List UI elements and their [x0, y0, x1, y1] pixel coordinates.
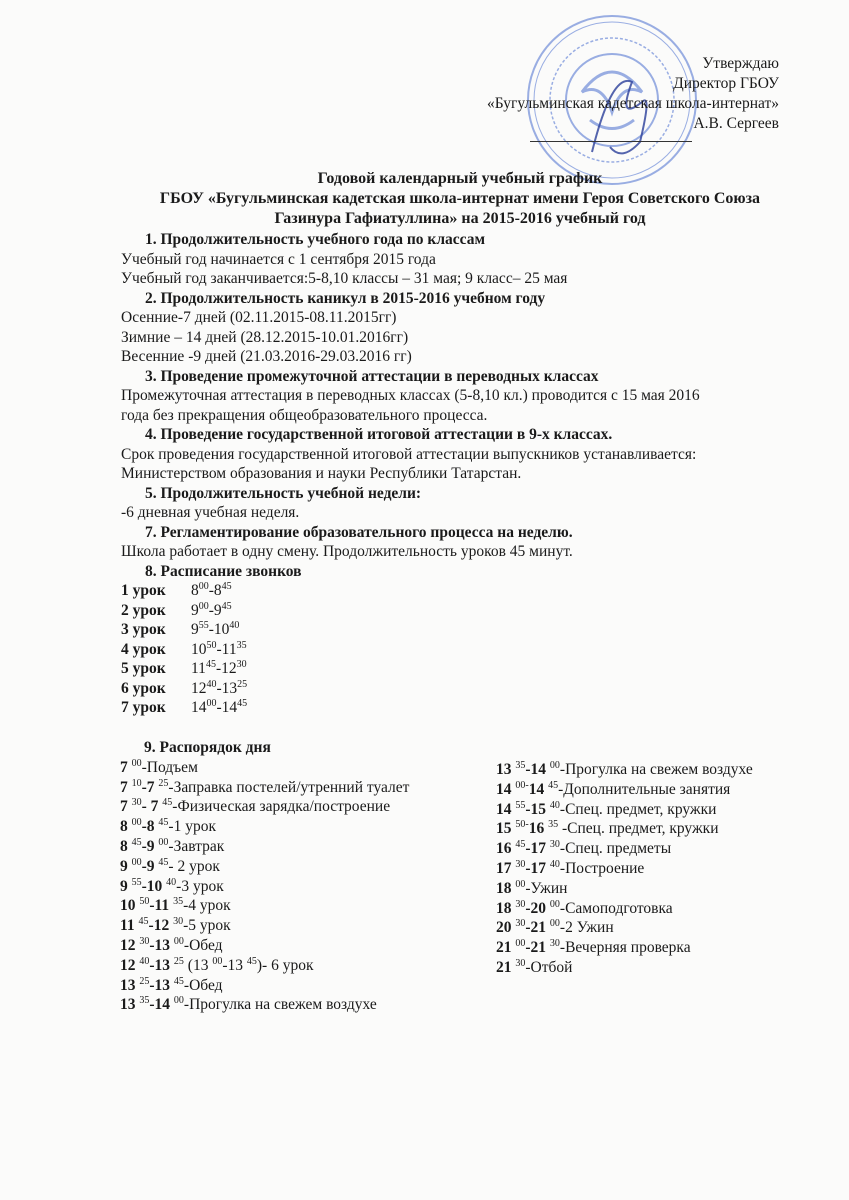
- activity-text: -1 урок: [168, 818, 216, 836]
- activity-text: -Прогулка на свежем воздухе: [183, 996, 377, 1014]
- time-hour: 9: [120, 877, 132, 895]
- section-5-heading: 5. Продолжительность учебной недели:: [145, 484, 422, 502]
- activity-text: -14: [216, 699, 238, 716]
- section-4-text: Министерством образования и науки Республики Татарстан.: [121, 465, 522, 482]
- time-hour: 20: [496, 919, 516, 937]
- time-minutes: 00: [206, 698, 217, 709]
- time-minutes: 45: [138, 916, 149, 928]
- routine-item: [496, 839, 753, 859]
- time-hour: 12: [120, 956, 140, 974]
- time-minutes: 00-: [515, 779, 529, 791]
- routine-item: [120, 817, 409, 837]
- section-1-heading: 1. Продолжительность учебного года по классам: [145, 231, 486, 248]
- time-minutes: 30: [173, 916, 184, 928]
- activity-text: -3 урок: [176, 877, 224, 895]
- title-line-1: Годовой календарный учебный график: [317, 170, 603, 187]
- bell-row: [121, 698, 700, 718]
- time-minutes: 50: [139, 896, 150, 908]
- routine-item: [120, 995, 409, 1015]
- activity-text: -Самоподготовка: [559, 899, 673, 917]
- time-hour: 15: [496, 820, 516, 838]
- activity-text: -Заправка постелей/утренний туалет: [168, 778, 410, 796]
- time-hour: -21: [525, 939, 550, 957]
- time-minutes: 35: [173, 896, 184, 908]
- time-minutes: 50-: [515, 819, 529, 831]
- time-hour: -12: [148, 917, 174, 935]
- time-hour: 8: [120, 818, 132, 836]
- section-7-heading: 7. Регламентирование образовательного процесса на неделю.: [145, 523, 573, 541]
- time-minutes: 00: [515, 878, 526, 890]
- time-minutes: 00: [212, 955, 223, 967]
- activity-text: -Спец. предмет, кружки: [559, 800, 717, 818]
- lesson-label: 5 урок: [121, 660, 166, 677]
- time-minutes: 45: [515, 839, 526, 851]
- time-hour: 9: [120, 857, 132, 875]
- routine-item: [120, 976, 409, 996]
- time-hour: 14: [528, 780, 549, 798]
- time-hour: 21: [496, 958, 516, 976]
- time-hour: 17: [496, 859, 516, 877]
- bell-row: [121, 679, 700, 699]
- lesson-label: 3 урок: [121, 621, 166, 638]
- bell-row: [121, 601, 700, 621]
- time-minutes: 25: [139, 975, 150, 987]
- activity-text: -Построение: [559, 859, 645, 877]
- section-3-heading: 3. Проведение промежуточной аттестации в переводных классах: [145, 367, 599, 385]
- time-minutes: 55: [131, 876, 142, 888]
- routine-item: [120, 857, 409, 877]
- time-hour: -14: [149, 996, 174, 1014]
- time-minutes: 45: [173, 975, 184, 987]
- routine-item: [120, 758, 409, 778]
- time-minutes: 45: [205, 659, 216, 670]
- section-7-text: Школа работает в одну смену. Продолжительность уроков 45 минут.: [121, 543, 573, 560]
- routine-item: [120, 956, 409, 976]
- section-3-text: года без прекращения общеобразовательного процесса.: [121, 406, 488, 424]
- bell-schedule: [121, 581, 700, 718]
- daily-routine-left: [120, 738, 409, 1015]
- time-minutes: 45: [131, 836, 142, 848]
- routine-item: [496, 958, 753, 978]
- time-hour: 16: [528, 820, 549, 838]
- time-minutes: 55: [515, 799, 526, 811]
- bell-row: [121, 620, 700, 640]
- approval-approve: Утверждаю: [702, 55, 779, 72]
- activity-text: -12: [215, 660, 237, 677]
- activity-text: 8: [191, 582, 199, 599]
- approval-block: [487, 54, 779, 134]
- time-minutes: 25: [237, 678, 248, 690]
- time-minutes: 30: [236, 659, 247, 670]
- time-minutes: 00: [198, 600, 209, 612]
- bell-row: [121, 640, 700, 660]
- time-minutes: 55: [198, 620, 209, 631]
- time-minutes: 00: [131, 757, 142, 769]
- time-hour: -13: [149, 956, 174, 974]
- lesson-label: 7 урок: [121, 699, 166, 716]
- section-2-text: Зимние – 14 дней (28.12.2015-10.01.2016гг): [121, 328, 409, 346]
- activity-text: -13: [216, 679, 238, 697]
- time-minutes: 25: [158, 777, 169, 789]
- routine-item: [120, 797, 409, 817]
- activity-text: -4 урок: [183, 897, 231, 915]
- activity-text: -9: [208, 601, 222, 619]
- time-hour: -9: [141, 857, 159, 875]
- routine-item: [496, 879, 753, 899]
- section-9-heading: 9. Распорядок дня: [144, 739, 271, 756]
- activity-text: 12: [191, 679, 207, 697]
- routine-item: [496, 780, 753, 800]
- time-minutes: 45: [237, 698, 248, 709]
- time-minutes: 30: [549, 839, 560, 851]
- routine-item: [120, 877, 409, 897]
- activity-text: 9: [191, 621, 199, 638]
- activity-text: )- 6 урок: [256, 956, 314, 974]
- time-hour: 13: [120, 976, 140, 994]
- time-hour: -17: [525, 859, 550, 877]
- time-minutes: 30: [515, 898, 526, 910]
- time-hour: 18: [496, 899, 516, 917]
- time-hour: 13: [120, 996, 140, 1014]
- time-hour: - 7: [141, 798, 163, 816]
- time-minutes: 00: [549, 760, 560, 771]
- activity-text: -2 Ужин: [559, 919, 614, 937]
- activity-text: -8: [208, 582, 222, 599]
- time-hour: -9: [141, 837, 159, 855]
- time-minutes: 45: [162, 797, 173, 809]
- time-minutes: 30: [131, 797, 142, 809]
- lesson-label: 1 урок: [121, 582, 166, 599]
- time-minutes: 00: [549, 918, 560, 930]
- activity-text: -Прогулка на свежем воздухе: [559, 761, 753, 778]
- activity-text: -Спец. предметы: [559, 840, 672, 858]
- section-1-text: Учебный год заканчивается:5-8,10 классы – 31 мая; 9 класс– 25 мая: [121, 270, 568, 287]
- time-minutes: 50: [206, 639, 217, 651]
- activity-text: -Дополнительные занятия: [558, 780, 731, 798]
- time-minutes: 45: [221, 600, 232, 612]
- routine-item: [120, 778, 409, 798]
- routine-item: [496, 800, 753, 820]
- section-2-text: Осенние-7 дней (02.11.2015-08.11.2015гг): [121, 309, 397, 326]
- section-2-heading: 2. Продолжительность каникул в 2015-2016 учебном году: [145, 289, 546, 307]
- activity-text: -13: [222, 956, 247, 974]
- signature-line: [530, 141, 692, 142]
- time-hour: 7: [120, 778, 132, 796]
- time-hour: -20: [525, 899, 550, 917]
- activity-text: 10: [191, 640, 207, 658]
- time-hour: -7: [141, 778, 159, 796]
- time-hour: -13: [149, 936, 174, 954]
- activity-text: (13: [183, 956, 213, 974]
- time-minutes: 40: [549, 858, 560, 870]
- time-hour: 14: [496, 800, 516, 818]
- time-minutes: 40: [206, 678, 217, 690]
- time-minutes: 00: [549, 898, 560, 910]
- time-hour: 11: [120, 917, 139, 935]
- time-minutes: 40: [139, 955, 150, 967]
- title-line-2: ГБОУ «Бугульминская кадетская школа-интернат имени Героя Советского Союза: [159, 190, 761, 207]
- time-hour: 8: [120, 837, 132, 855]
- activity-text: -11: [216, 640, 237, 658]
- time-hour: -13: [149, 976, 174, 994]
- time-hour: 13: [496, 761, 516, 778]
- time-minutes: 30: [139, 935, 150, 947]
- time-minutes: 00: [131, 817, 142, 829]
- activity-text: -10: [208, 621, 230, 638]
- time-minutes: 40: [549, 799, 560, 811]
- activity-text: 9: [191, 601, 199, 619]
- time-hour: 12: [120, 936, 140, 954]
- section-2-text: Весенние -9 дней (21.03.2016-29.03.2016 гг): [121, 348, 412, 365]
- lesson-label: 6 урок: [121, 679, 166, 697]
- time-minutes: 45: [158, 817, 169, 829]
- time-minutes: 45: [246, 955, 257, 967]
- activity-text: -Вечерняя проверка: [559, 939, 691, 957]
- daily-routine-right: [496, 760, 753, 978]
- time-hour: -17: [525, 840, 550, 858]
- time-minutes: 35: [236, 639, 247, 651]
- time-hour: 18: [496, 879, 516, 897]
- routine-item: [496, 899, 753, 919]
- activity-text: 11: [191, 660, 206, 677]
- activity-text: 14: [191, 699, 207, 716]
- activity-text: -Ужин: [525, 879, 568, 897]
- time-minutes: 10: [131, 777, 142, 789]
- time-minutes: 25: [173, 955, 184, 967]
- time-hour: 21: [496, 939, 516, 957]
- document-body: [121, 230, 700, 718]
- bell-row: [121, 581, 700, 601]
- time-hour: 10: [120, 897, 140, 915]
- activity-text: - 2 урок: [168, 857, 220, 875]
- title-line-3: Газинура Гафиатуллина» на 2015-2016 учебный год: [274, 210, 646, 227]
- time-minutes: 00: [198, 581, 209, 592]
- time-hour: -10: [141, 877, 167, 895]
- routine-item: [496, 760, 753, 780]
- time-minutes: 30: [549, 938, 560, 950]
- time-minutes: 00: [131, 856, 142, 868]
- time-hour: -11: [149, 897, 174, 915]
- approval-organization: «Бугульминская кадетская школа-интернат»: [487, 95, 779, 112]
- routine-item: [496, 819, 753, 839]
- routine-item: [496, 859, 753, 879]
- time-minutes: 45: [221, 581, 232, 592]
- time-minutes: 30: [515, 858, 526, 870]
- routine-item: [496, 918, 753, 938]
- section-4-heading: 4. Проведение государственной итоговой аттестации в 9-х классах.: [145, 426, 613, 443]
- time-hour: -21: [525, 919, 550, 937]
- time-minutes: 40: [229, 620, 240, 631]
- bell-row: [121, 659, 700, 679]
- section-5-text: -6 дневная учебная неделя.: [121, 504, 300, 521]
- time-minutes: 35: [515, 760, 526, 771]
- activity-text: -Подъем: [141, 758, 198, 776]
- time-minutes: 35: [139, 995, 150, 1007]
- lesson-label: 2 урок: [121, 601, 166, 619]
- time-minutes: 00: [173, 995, 184, 1007]
- time-hour: -8: [141, 818, 159, 836]
- routine-item: [120, 936, 409, 956]
- time-hour: -15: [525, 800, 550, 818]
- section-8-heading: 8. Расписание звонков: [145, 562, 302, 580]
- time-minutes: 40: [166, 876, 177, 888]
- time-hour: 14: [496, 780, 516, 798]
- time-hour: 7: [120, 798, 132, 816]
- routine-item: [120, 837, 409, 857]
- activity-text: -Спец. предмет, кружки: [558, 820, 719, 838]
- time-minutes: 00: [173, 935, 184, 947]
- activity-text: -Физическая зарядка/построение: [172, 798, 391, 816]
- document-title: [0, 169, 849, 229]
- time-hour: 16: [496, 840, 516, 858]
- routine-item: [120, 916, 409, 936]
- time-minutes: 35: [548, 819, 559, 831]
- approval-position: Директор ГБОУ: [673, 75, 779, 92]
- activity-text: -Завтрак: [168, 837, 225, 855]
- activity-text: -5 урок: [183, 917, 231, 935]
- approval-name: А.В. Сергеев: [693, 115, 779, 132]
- time-minutes: 00: [158, 836, 169, 848]
- activity-text: -Обед: [183, 936, 223, 954]
- time-minutes: 00: [515, 938, 526, 950]
- time-hour: -14: [525, 761, 550, 778]
- activity-text: -Отбой: [525, 958, 573, 976]
- routine-item: [120, 896, 409, 916]
- time-minutes: 30: [515, 918, 526, 930]
- section-1-text: Учебный год начинается с 1 сентября 2015 года: [121, 250, 436, 268]
- section-3-text: Промежуточная аттестация в переводных классах (5-8,10 кл.) проводится с 15 мая 2016: [121, 387, 700, 404]
- time-minutes: 30: [515, 957, 526, 969]
- time-minutes: 45: [548, 779, 559, 791]
- time-minutes: 45: [158, 856, 169, 868]
- activity-text: -Обед: [183, 976, 223, 994]
- lesson-label: 4 урок: [121, 640, 166, 658]
- section-4-text: Срок проведения государственной итоговой аттестации выпускников устанавливается:: [121, 445, 697, 463]
- routine-item: [496, 938, 753, 958]
- time-hour: 7: [120, 758, 132, 776]
